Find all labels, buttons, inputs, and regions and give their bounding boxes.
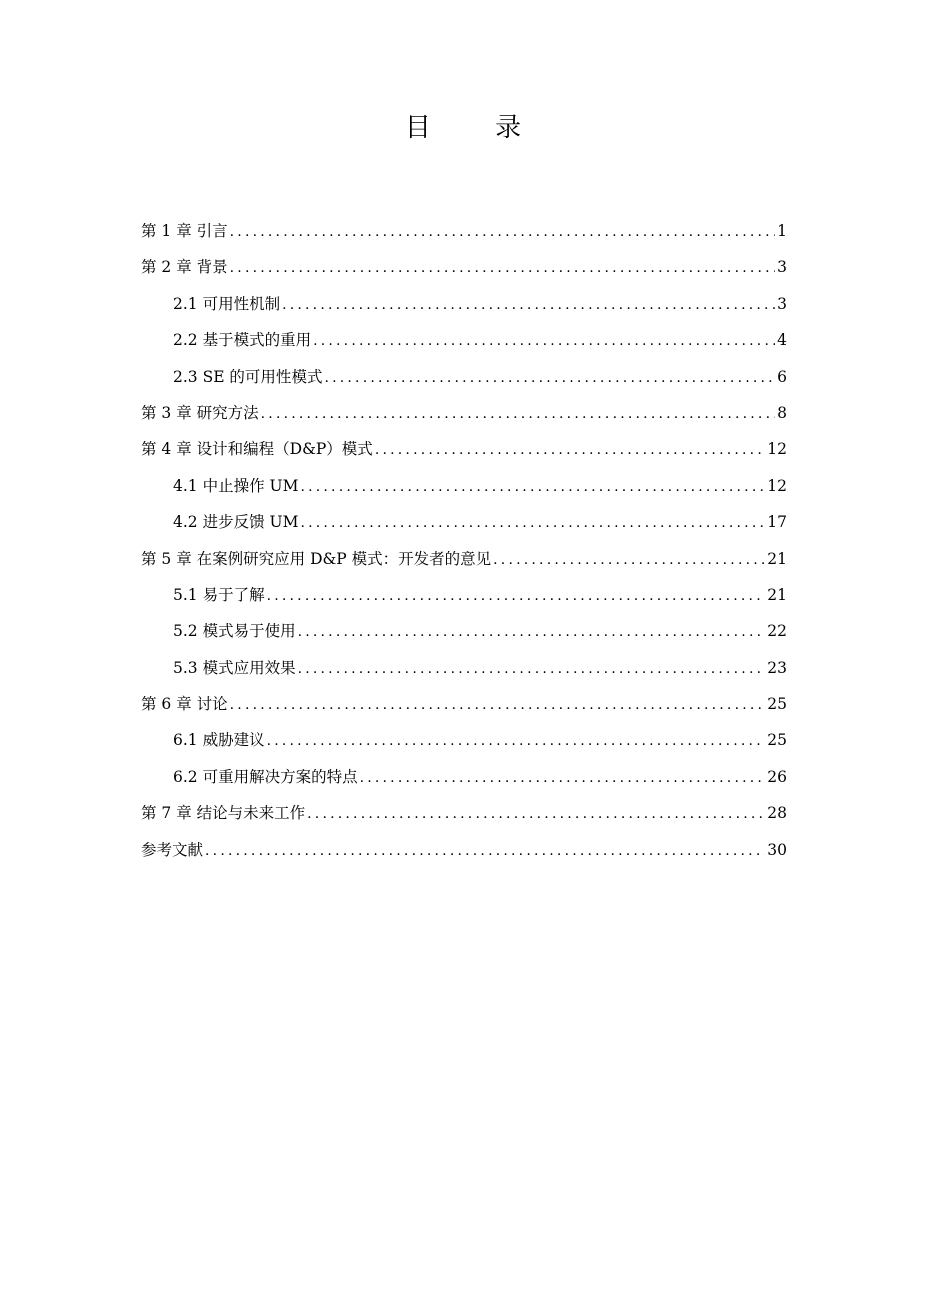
toc-page-number: 8	[777, 403, 787, 422]
page-title: 目 录	[404, 113, 550, 143]
toc-entry[interactable]	[141, 213, 787, 249]
toc-entry-label: 参考文献	[141, 840, 204, 859]
toc-page-number: 21	[767, 549, 787, 568]
toc-entry-label: 6.1 威胁建议	[173, 731, 265, 750]
toc-dot-leader	[375, 432, 765, 468]
toc-entry-label: 4.2 进步反馈 UM	[173, 513, 299, 532]
toc-entry-label: 第 4 章 设计和编程（D&P）模式	[141, 440, 373, 459]
toc-entry-label: 2.2 基于模式的重用	[173, 331, 312, 350]
toc-entry[interactable]	[141, 286, 787, 322]
toc-dot-leader	[360, 760, 766, 796]
toc-dot-leader	[300, 469, 765, 505]
toc-page-number: 22	[767, 622, 787, 641]
toc-dot-leader	[300, 505, 765, 541]
toc-entry[interactable]	[141, 431, 787, 467]
toc-entry[interactable]	[141, 541, 787, 577]
toc-dot-leader	[267, 723, 766, 759]
toc-entry[interactable]	[141, 722, 787, 758]
toc-entry[interactable]	[141, 504, 787, 540]
toc-dot-leader	[205, 833, 765, 869]
toc-entry-label: 5.1 易于了解	[173, 585, 265, 604]
toc-entry-label: 第 3 章 研究方法	[141, 403, 259, 422]
toc-page-number: 3	[777, 258, 787, 277]
toc-page-number: 21	[767, 585, 787, 604]
toc-page-number: 12	[767, 476, 787, 495]
toc-entry[interactable]	[141, 686, 787, 722]
toc-page-number: 6	[777, 367, 787, 386]
toc-entry[interactable]	[141, 468, 787, 504]
toc-entry-label: 2.1 可用性机制	[173, 294, 281, 313]
toc-entry[interactable]	[141, 832, 787, 868]
toc-page-number: 25	[767, 695, 787, 714]
toc-entry[interactable]	[141, 395, 787, 431]
toc-page-number: 3	[777, 294, 787, 313]
toc-entry-label: 第 5 章 在案例研究应用 D&P 模式：开发者的意见	[141, 549, 492, 568]
toc-page-number: 28	[767, 804, 787, 823]
toc-page-number: 1	[777, 222, 787, 240]
toc-dot-leader	[307, 796, 765, 832]
toc-dot-leader	[298, 614, 766, 650]
toc-page-number: 26	[767, 767, 787, 786]
toc-entry[interactable]	[141, 249, 787, 285]
toc-page-number: 12	[767, 440, 787, 459]
table-of-contents	[141, 213, 787, 868]
toc-dot-leader	[298, 651, 766, 687]
toc-dot-leader	[267, 578, 766, 614]
toc-entry-label: 5.2 模式易于使用	[173, 622, 296, 641]
toc-page-number: 30	[767, 840, 787, 859]
toc-entry[interactable]	[141, 613, 787, 649]
toc-entry-label: 第 6 章 讨论	[141, 695, 228, 714]
toc-entry-label: 6.2 可重用解决方案的特点	[173, 767, 358, 786]
toc-dot-leader	[324, 360, 775, 396]
toc-dot-leader	[230, 250, 775, 286]
toc-entry-label: 5.3 模式应用效果	[173, 658, 296, 677]
toc-entry[interactable]	[141, 795, 787, 831]
toc-entry[interactable]	[141, 577, 787, 613]
toc-entry[interactable]	[141, 359, 787, 395]
toc-dot-leader	[493, 542, 765, 578]
toc-dot-leader	[230, 214, 775, 250]
toc-entry[interactable]	[141, 759, 787, 795]
toc-entry[interactable]	[141, 322, 787, 358]
toc-page-number: 23	[767, 658, 787, 677]
toc-dot-leader	[313, 323, 775, 359]
toc-dot-leader	[282, 287, 775, 323]
toc-entry-label: 第 1 章 引言	[141, 222, 228, 240]
toc-entry-label: 第 7 章 结论与未来工作	[141, 804, 306, 823]
toc-entry-label: 2.3 SE 的可用性模式	[173, 367, 323, 386]
toc-dot-leader	[261, 396, 775, 432]
toc-page-number: 4	[777, 331, 787, 350]
toc-page-number: 17	[767, 513, 787, 532]
toc-page-number: 25	[767, 731, 787, 750]
toc-entry-label: 4.1 中止操作 UM	[173, 476, 299, 495]
toc-entry-label: 第 2 章 背景	[141, 258, 228, 277]
toc-dot-leader	[230, 687, 766, 723]
toc-entry[interactable]	[141, 650, 787, 686]
